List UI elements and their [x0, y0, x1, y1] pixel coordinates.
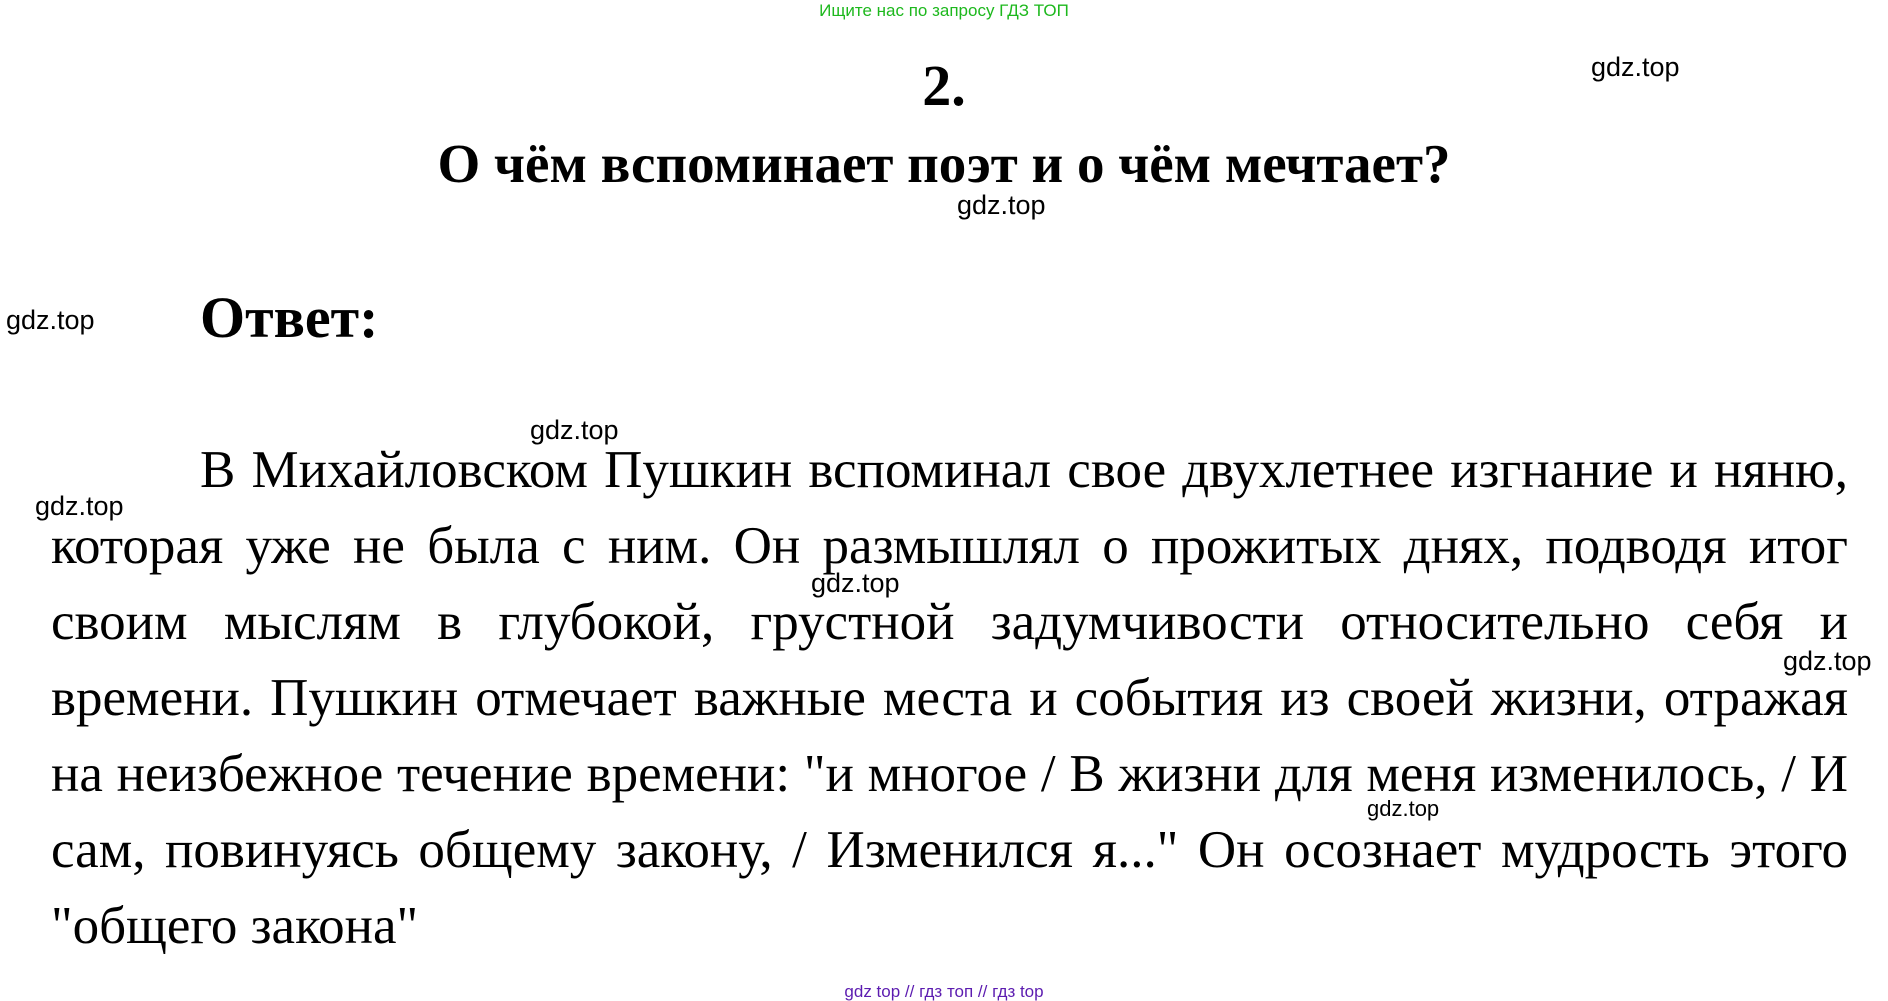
task-question: О чём вспоминает поэт и о чём мечтает? — [437, 133, 1451, 194]
answer-label: Ответ: — [200, 285, 379, 350]
watermark: gdz.top — [1783, 646, 1872, 676]
watermark: gdz.top — [530, 415, 619, 445]
watermark: gdz.top — [1591, 52, 1680, 82]
watermark: gdz.top — [6, 305, 95, 335]
footer-links: gdz top // гдз топ // гдз top — [844, 982, 1044, 1001]
watermark: gdz.top — [957, 190, 1046, 220]
task-number: 2. — [922, 53, 966, 118]
answer-text: В Михайловском Пушкин вспоминал свое двухлетнее изгнание и няню, которая уже не была с ним. Он размышлял о прожитых днях, подводя итог своим мыслям в глубокой, грустной задумчивости относительно себя и времени. Пушкин отмечает важные места и события из своей жизни, отражая на неизбежное течение времени: "и многое / В жизни для меня изменилось, / И сам, повинуясь общему закону, / Изменился я..." Он осознает мудрость этого "общего закона" — [51, 441, 1848, 955]
top-banner: Ищите нас по запросу ГДЗ ТОП — [819, 1, 1069, 20]
watermark: gdz.top — [1367, 796, 1440, 821]
watermark: gdz.top — [811, 568, 900, 598]
watermark: gdz.top — [35, 491, 124, 521]
